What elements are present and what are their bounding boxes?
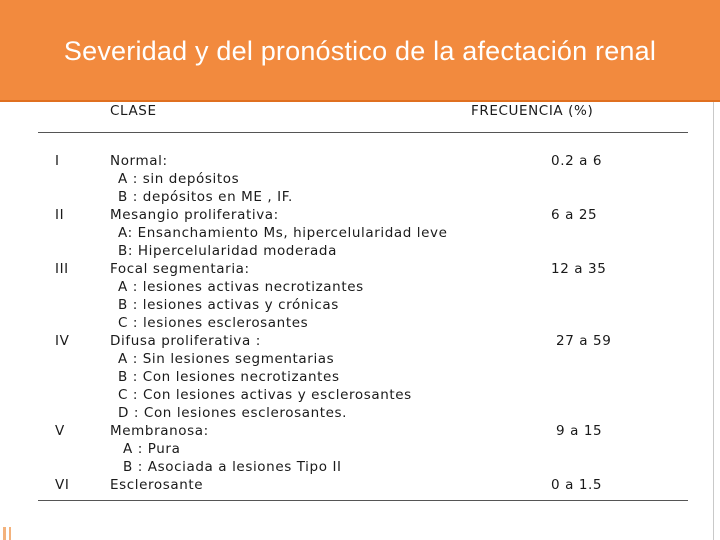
subclass-text: D : Con lesiones esclerosantes.: [118, 405, 348, 421]
header-clase: CLASE: [110, 103, 157, 119]
table-subrow: [33, 404, 688, 422]
class-number: III: [55, 261, 69, 277]
table-subrow: [33, 314, 688, 332]
classification-table: [33, 102, 688, 524]
table-bottom-divider: [38, 500, 688, 501]
table-subrow: [33, 368, 688, 386]
table-row: [33, 332, 688, 350]
table-subrow: [33, 440, 688, 458]
slide-right-rule: [713, 102, 714, 540]
class-number: II: [55, 207, 65, 223]
header-frecuencia: FRECUENCIA (%): [471, 103, 594, 119]
slide-title: Severidad y del pronóstico de la afectación renal: [63, 36, 657, 66]
subclass-text: B : depósitos en ME , IF.: [118, 189, 293, 205]
class-number: I: [55, 153, 60, 169]
table-row: [33, 476, 688, 494]
class-name: Membranosa:: [110, 423, 209, 439]
class-name: Mesangio proliferativa:: [110, 207, 279, 223]
subclass-text: B: Hipercelularidad moderada: [118, 243, 337, 259]
table-subrow: [33, 242, 688, 260]
header-divider: [38, 132, 688, 133]
class-frequency: 12 a 35: [551, 261, 607, 277]
slide-title-bar: [0, 0, 720, 102]
table-subrow: [33, 350, 688, 368]
subclass-text: C : lesiones esclerosantes: [118, 315, 309, 331]
subclass-text: B : Asociada a lesiones Tipo II: [123, 459, 342, 475]
subclass-text: A : Sin lesiones segmentarias: [118, 351, 335, 367]
table-subrow: [33, 296, 688, 314]
subclass-text: B : lesiones activas y crónicas: [118, 297, 339, 313]
table-row: [33, 152, 688, 170]
slide-corner-decoration-2: [9, 527, 11, 540]
table-subrow: [33, 278, 688, 296]
class-number: V: [55, 423, 65, 439]
class-frequency: 0.2 a 6: [551, 153, 603, 169]
class-name: Esclerosante: [110, 477, 204, 493]
class-frequency: 9 a 15: [556, 423, 603, 439]
table-subrow: [33, 458, 688, 476]
class-number: IV: [55, 333, 70, 349]
slide-corner-decoration: [3, 527, 6, 540]
subclass-text: A: Ensanchamiento Ms, hipercelularidad leve: [118, 225, 448, 241]
class-name: Normal:: [110, 153, 168, 169]
class-frequency: 0 a 1.5: [551, 477, 603, 493]
table-row: [33, 422, 688, 440]
table-row: [33, 206, 688, 224]
table-subrow: [33, 224, 688, 242]
class-name: Focal segmentaria:: [110, 261, 250, 277]
class-frequency: 27 a 59: [556, 333, 612, 349]
table-subrow: [33, 170, 688, 188]
subclass-text: C : Con lesiones activas y esclerosantes: [118, 387, 412, 403]
table-subrow: [33, 188, 688, 206]
class-name: Difusa proliferativa :: [110, 333, 261, 349]
subclass-text: A : lesiones activas necrotizantes: [118, 279, 364, 295]
subclass-text: A : sin depósitos: [118, 171, 240, 187]
table-subrow: [33, 386, 688, 404]
class-frequency: 6 a 25: [551, 207, 598, 223]
table-row: [33, 260, 688, 278]
class-number: VI: [55, 477, 70, 493]
subclass-text: A : Pura: [123, 441, 181, 457]
subclass-text: B : Con lesiones necrotizantes: [118, 369, 340, 385]
